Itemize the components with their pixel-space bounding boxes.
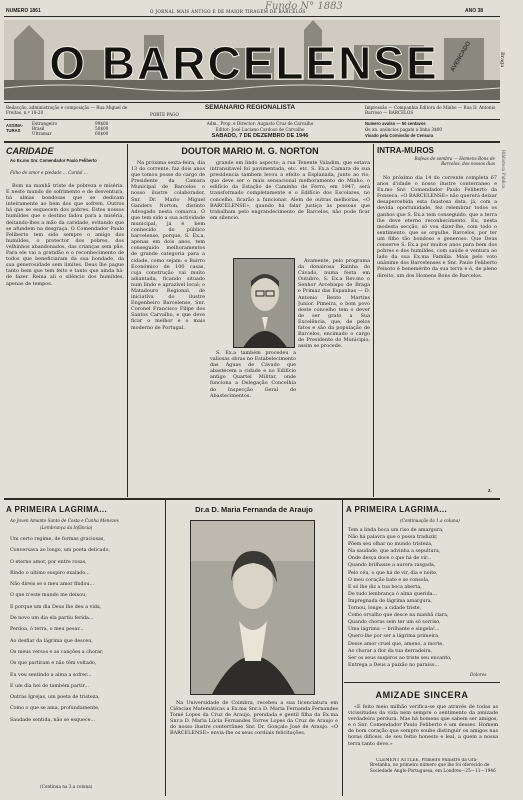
porte-pago: PORTE PAGO — [150, 112, 179, 117]
amizade-body — [348, 704, 498, 756]
verse-line: Rindo o ultimo suspiro exalado... — [10, 570, 90, 576]
assinatura-row: Estrangeiro — [32, 121, 58, 126]
doutor-col-2 — [210, 160, 370, 256]
avencado-stamp: AVENCADO — [450, 40, 473, 73]
verse-line: Impregnada de lágrima amargura, — [348, 598, 433, 604]
verse-line: Entrega a Deus a paixão no paraiso... — [348, 662, 440, 668]
amizade-title: AMIZADE SINCERA — [375, 690, 469, 700]
verse-line: Como orvalho que desce na manhã clara, — [348, 613, 449, 619]
verse-line: De tudo lembrança ó alma querida... — [348, 591, 438, 597]
primeira-lagrima-continued: (Continua na 3.a coluna) — [40, 784, 93, 789]
verse-line: E só lhe diz a tua boca aberta, — [348, 584, 422, 590]
admin-director: Adm., Prop. e Director: Augusto Cruz de Carvalho — [206, 121, 314, 126]
doutor-col-3 — [298, 258, 370, 415]
anuncios-info: Os an. anúncios pagam a linha 3$00 — [365, 127, 443, 132]
verse-line: Conversava ao longo, um poeta delicado, — [10, 548, 110, 554]
verse-line: Quando brilhasse a aurora rasgada, — [348, 563, 436, 569]
araujo-title: Dr.a D. Maria Fernanda de Araujo — [195, 505, 313, 514]
verse-line: Os que partiram e não têm voltado, — [10, 661, 97, 667]
caridade-body — [6, 183, 124, 493]
masthead-slogan: O JORNAL MAIS ANTIGO E DE MAIOR TIRAGEM DE BARCELOS — [150, 9, 306, 14]
editor-name: Editor: José Luciano Cardoso de Carvalho — [215, 127, 305, 132]
amizade-text: «E feito meio milhão verifica-se que através de todas as vicissitudes da vida nem sempre o sentimento da amizade verdadeira perdura. Mas há homens que sabem ser amigos, e o Snr. Comendador Paulo Feliberto é um desses. Homem de bom coração que sempre soube distinguir os amigos nas horas dificeis, de seu feitio honesto e leal, a quem a nossa terra tanto deve.» — [348, 704, 498, 747]
verse-line: Desse amor cruel que, ameno, a morte, — [348, 641, 444, 647]
redaccao-info: Redacção, administração e composição — Rua Miguel de Freitas, n.º 18-20 — [6, 105, 128, 116]
assinaturas-values — [95, 121, 125, 137]
intra-muros-text: No próximo dia 14 do corrente completa 67 anos d'idade o nosso ilustre conterraneo e Ex.mo Snr. Comendador Paulo Feliberto da Fonseca. «O BARCELENSE» não quererá deixar desapercebida esta faustosa data, já, com a devida oportunidade, fez relembrar todos os ganhos que S. Ex.a tem conseguido, que a terra lhe deve eterno reconhecimento. Eu, nesta modesta secção, só vou dizer-lhe, com todo o sentimento, que se orgulhe, Barcelos, por ter um filho tão bondoso e generoso. Que Deus conserve S. Ex.a por muitos anos para bem dos pobres e dos humildes, com saúde e ventura ao lado da sua Ex.ma Família. Mais pelo voto unânime dos Barcelenses e Snr. Paulo Feliberto Peixoto é benemérito da sua terra e é, de pleno direito, um dos Homens Bons de Barcelos. — [377, 175, 497, 279]
assinatura-value: 60$00 — [95, 131, 109, 137]
caridade-epigraph: Filho de amor e piedade ... Cardal ... — [10, 170, 88, 175]
araujo-caption-text: Na Universidade de Coimbra, recebeu a sua licenciatura em Ciências Matemáticas a Ex.ma Snr.a D. Maria Fernanda Fernandes Tomé Lopes da Cruz de Araujo, prendada e gentil filha da Ex.ma Snr.a D. Maria Lúcia Fernandes Torres Lopes da Cruz de Araujo e do nosso ilustre conterrâneo Snr. Dr. Gonçalo José de Araujo. «O BARCELENSE» envia-lhe os seus cordiais felicitações. — [170, 700, 338, 737]
primeira-lagrima-left-verses — [10, 534, 162, 726]
intra-muros-body — [377, 175, 497, 490]
verse-line: O eterno amor, por entre rosas, — [10, 559, 87, 565]
assinaturas-table — [32, 121, 92, 137]
side-label: Bragа — [499, 52, 505, 68]
doutor-text: Na próxima sexta-feira, dia 13 do corrente, faz dois anos que tomou posse do cargo de Presidente da Camara Municipal de Barcelos o nosso ilustre colaborador, Snr. Dr. Mario Miguel Ganders Norton, distinto Advogado nesta comarca. O que tem sido a sua actividade municipal, já é bem conhecido do público barcelense, porque, S. Ex.a, apenas em dois anos, tem conseguido melhoramentos de grande categoria para a cidade, como sejam: o Bairro Económico de 100 casas, cuja construção vai muito adiantada, ficando situado num lindo e aprazível local; o Matadouro Regional, de iniciativa do ilustre Engenheiro Barcelense, Snr. Coronel Francisco Filipe dos Santos Carvalho, e que deve ficar o melhor e o mais moderno de Portugal. — [131, 160, 205, 331]
verse-line: Onde desça doce o que há de vir... — [348, 556, 432, 562]
intra-muros-epigraph: Bafeas de sombra — Homens Bons de Barcelos, dos nossos dias — [414, 156, 495, 167]
masthead-title: O BARCELENSE — [49, 37, 439, 89]
caridade-dedication: Ao Ex.mo Snr. Comendador Paulo Feliberto — [10, 158, 97, 163]
amizade-signature — [370, 758, 498, 794]
verse-line: Ao chorar a flor da tua derradeira, — [348, 648, 433, 654]
doutor-col-1 — [131, 160, 205, 415]
verse-line: Um certo regime, de formas graciosas, — [10, 537, 105, 542]
intra-muros-title: INTRA-MUROS — [377, 146, 434, 155]
assinatura-row: Brasil — [32, 126, 45, 132]
intra-muros-signature: Z. — [488, 488, 492, 493]
norton-portrait-photo — [233, 258, 295, 348]
primeira-lagrima-right-title: A PRIMEIRA LAGRIMA... — [346, 505, 448, 514]
verse-line: O que n'este mundo me deixou, — [10, 593, 87, 599]
issue-number: NUMERO 1861 — [6, 8, 41, 14]
verse-line: Saudade sentida, não se esquece... — [10, 717, 96, 723]
verse-line: Quando choras sem ter um só sorriso, — [348, 620, 441, 626]
doutor-text: S. Ex.a também procedeu a valiosas obras no Estabelecimento das Águas de Cávado que abastecem a cidade e no Edifício antigo Quartel Militar, onde funciona a Delegação Concelhia do Inspecção Geral de Abastecimentos. — [210, 350, 296, 399]
verse-line: Não há palavra que o possa traduzir, — [348, 535, 438, 541]
verse-line: O meu coração bate e se consola, — [348, 577, 430, 583]
doutor-col-4 — [210, 350, 296, 415]
primeira-lagrima-signature: Dolores — [470, 672, 487, 677]
portrait-illustration — [234, 259, 295, 348]
masthead-title-block — [4, 20, 500, 100]
verse-line: Ao desfiar da lágrima que desceu, — [10, 638, 93, 644]
verse-line: Eu vou sentindo a alma a sofrer... — [10, 672, 92, 678]
verse-line: Ser os seus suspiros ao triste seu encanto, — [348, 655, 452, 661]
verse-line: E um dia hei de também partir... — [10, 683, 89, 689]
masthead-subtitle: SEMANARIO REGIONALISTA — [204, 104, 296, 111]
verse-line: Tornou, longe, a cidade triste, — [348, 606, 422, 612]
verse-line: De novo um dia ela partiu ferida... — [10, 616, 94, 622]
assinatura-value: 99$00 — [95, 121, 109, 126]
assinatura-value: 50$00 — [95, 126, 109, 132]
verse-line: Perdoa, ó terra, o meu pesar... — [10, 627, 84, 633]
verse-line: Não direis se o meu amor findou... — [10, 582, 94, 588]
library-stamp: Biblioteca Publica — [501, 150, 506, 189]
primeira-lagrima-dedication: Ao Joven Amante Santo de Costa e Cunha Menezes — [10, 518, 119, 523]
assinaturas-label: ASSINA-TURAS — [6, 123, 24, 134]
verse-line: Quero-lhe por ser a lágrima primeira, — [348, 634, 440, 640]
primeira-lagrima-right-verses — [348, 527, 498, 669]
primeira-lagrima-subnote: (Lembrança da Infância) — [40, 525, 93, 530]
amizade-signature-text: CLEMENT ATTLEE, Primeiro Ministro da Grã-Bretanha, no primeiro número que lhe foi oferecido de Sociedade Anglo-Portuguesa, em Londres—25—11—1946 — [370, 758, 496, 774]
verse-line: Uma lágrima — brilhante e singela!... — [348, 627, 440, 633]
assinatura-row: Ultramar — [32, 131, 52, 137]
handwritten-note: Fundo N° 1883 — [265, 1, 343, 12]
visado-censura: Visado pela Comissão de Censura — [365, 133, 434, 138]
issue-year: ANO 38 — [465, 8, 484, 14]
verse-line: Outras Igrejas, um poeta de tristeza, — [10, 695, 100, 701]
doutor-text: grande em lindo aspecto; a rua Tenente Valadim, que estava intransitavel foi pavimentada, etc. etc. S. Ex.a Camara de sua presidencia tambem levou a efeito a Esplanada, junto ao rio, que deve ser o mais sensacional melhoramento do Minho, o edifício da Estação de Caminho de Ferro, em 1947, será transformado completamente e o Edifício dos Escolares, no concelho, ficarão a funcionar. Alem de outras melhorias, «O BARCELENSE», quando há falar justiça às pessoas que trabalham pelo engrandecimento de Barcelos, não pode ficar em silencio. — [210, 160, 370, 221]
portrait-illustration — [191, 521, 315, 695]
issue-date: SABADO, 7 DE DEZEMBRO DE 1946 — [211, 133, 309, 139]
numero-avulso: Numero avulso — 50 centavos — [365, 121, 426, 126]
doutor-text: Avamente, pelo programa da donairosa Rainha do Cávado, numa festa em Outubro, S. Ex.a Rev.mo o Senhor Arcebispo de Braga e Primaz das Espanhas — D. Antonio Bento Martins Junior. Pimeira, o bom povo deste concelho tem o dever de ser grato a Sua Excelência, que, de pelos fatos e são da população de Barcelos, encimado o cargo de Presidente do Municipio, assim se procede. — [298, 258, 370, 350]
verse-line: Pelo céu, o que há de vir, dia e noite, — [348, 570, 438, 576]
araujo-caption — [170, 700, 338, 795]
caridade-title: CARIDADE — [6, 146, 54, 156]
verse-line: E porque um dia Deus lhe deu a vida, — [10, 604, 102, 610]
primeira-lagrima-continuation: (Continuação da 1.a coluna) — [400, 518, 460, 523]
verse-line: Na saudade, que advinha a sepultura, — [348, 549, 441, 555]
verse-line: Como o que se ama, profundamente, — [10, 706, 100, 712]
doutor-title: DOUTOR MARIO M. G. NORTON — [181, 146, 319, 156]
verse-line: Os meus versos e as canções a chorar, — [10, 649, 104, 655]
impressao-info: Impressão — Companhia Editora do Minho — Rua D. Antonio Barroso — BARCELOS — [365, 105, 496, 116]
verse-line: Tem a linda boca um riso de amargura, — [348, 528, 444, 533]
araujo-portrait-photo — [190, 520, 315, 695]
primeira-lagrima-left-title: A PRIMEIRA LAGRIMA... — [6, 505, 108, 514]
caridade-text: Bom na manhã triste de pobreza e miséria. E neste mundo de sofrimento e de desventura, há almas bondosas que se dedicam inteiramente ao bem dos que sofrem. Outros há que se esquecem dos pobres. Estes nossos humildes que o destino fadou para a miséria, deitando-lhes a mão da caridade, evitando que se afundem na desgraça. O Comendador Paulo Feliberto tem sido sempre o amigo dos humildes, o protector dos pobres, dos velhinhos abandonados, das crianças sem pão. Para ele vai a gratidão e o reconhecimento de todos que beneficiaram da sua bondade, da sua generosidade sem limites. Deus lhe pague tanto bem que tem feito e tanto que ainda há-de fazer. Reina ali o silêncio dos humildes, apenas de tempos. — [6, 183, 124, 287]
verse-line: Põem seu olhar no mundo tristeza, — [348, 542, 433, 548]
